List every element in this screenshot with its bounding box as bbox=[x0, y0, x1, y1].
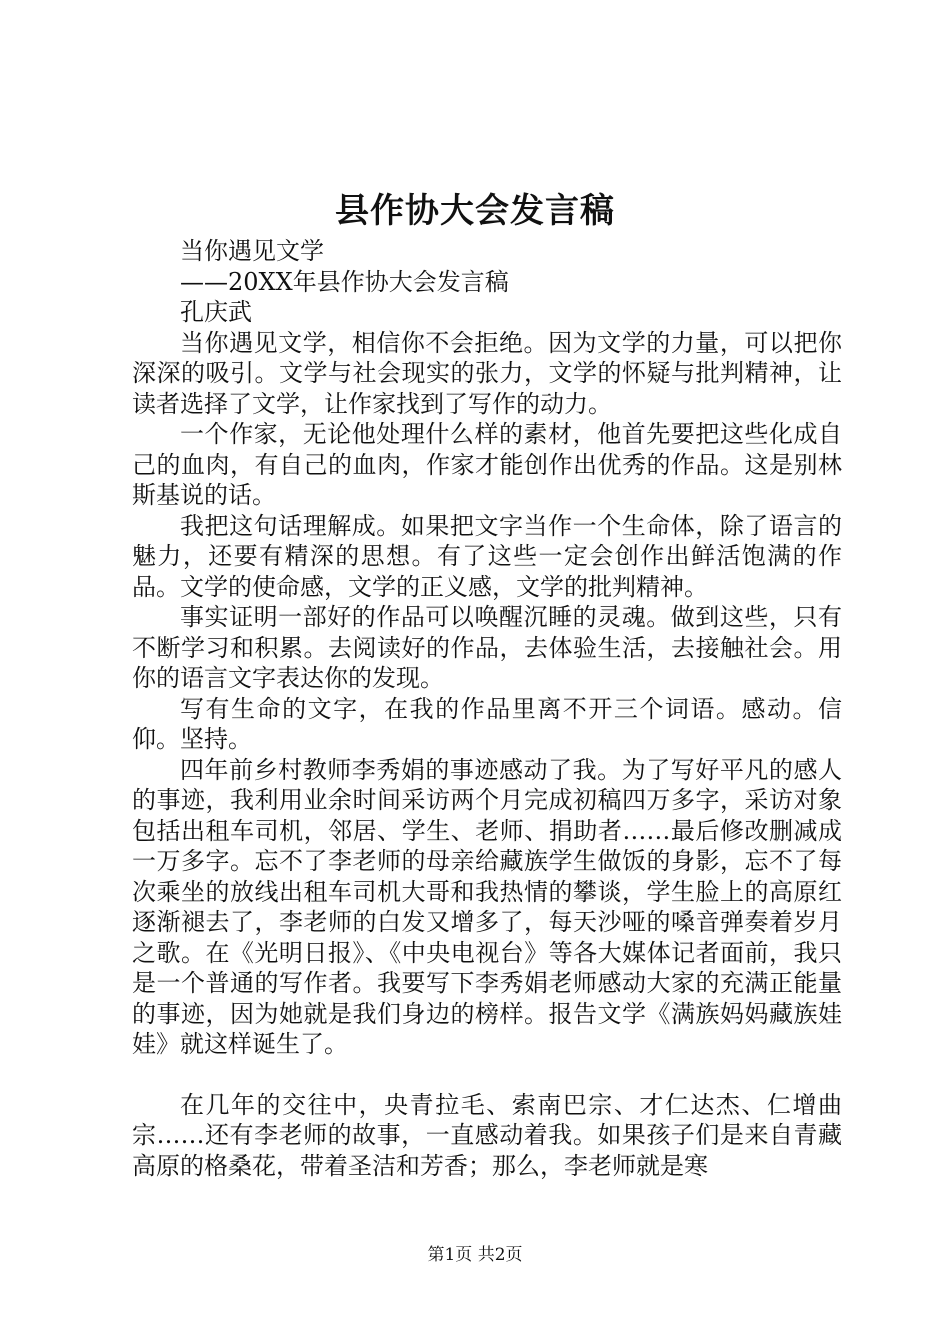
body-paragraph: 四年前乡村教师李秀娟的事迹感动了我。为了写好平凡的感人的事迹，我利用业余时间采访两个月完成初稿四万多字，采访对象包括出租车司机，邻居、学生、老师、捐助者……最后修改删减成一万多字。忘不了李老师的母亲给藏族学生做饭的身影，忘不了每次乘坐的放线出租车司机大哥和我热情的攀谈，学生脸上的高原红逐渐褪去了，李老师的白发又增多了，每天沙哑的嗓音弹奏着岁月之歌。在《光明日报》、《中央电视台》等各大媒体记者面前，我只是一个普通的写作者。我要写下李秀娟老师感动大家的充满正能量的事迹，因为她就是我们身边的榜样。报告文学《满族妈妈藏族娃娃》就这样诞生了。 bbox=[132, 755, 842, 1058]
paragraph-gap bbox=[132, 1060, 842, 1090]
document-title: 县作协大会发言稿 bbox=[335, 191, 615, 231]
body-paragraph: 写有生命的文字，在我的作品里离不开三个词语。感动。信仰。坚持。 bbox=[132, 694, 842, 753]
document-subtitle: 当你遇见文学 bbox=[180, 237, 324, 265]
body-paragraph: 在几年的交往中，央青拉毛、索南巴宗、才仁达杰、仁增曲宗……还有李老师的故事，一直感动着我。如果孩子们是来自青藏高原的格桑花，带着圣洁和芳香；那么，李老师就是寒 bbox=[132, 1090, 842, 1180]
body-paragraph: 我把这句话理解成。如果把文字当作一个生命体，除了语言的魅力，还要有精深的思想。有了这些一定会创作出鲜活饱满的作品。文学的使命感，文学的正义感，文学的批判精神。 bbox=[132, 511, 842, 601]
body-paragraph: 事实证明一部好的作品可以唤醒沉睡的灵魂。做到这些，只有不断学习和积累。去阅读好的作品，去体验生活，去接触社会。用你的语言文字表达你的发现。 bbox=[132, 603, 842, 692]
body-paragraph: 当你遇见文学，相信你不会拒绝。因为文学的力量，可以把你深深的吸引。文学与社会现实的张力，文学的怀疑与批判精神，让读者选择了文学，让作家找到了写作的动力。 bbox=[132, 328, 842, 418]
document-author: 孔庆武 bbox=[180, 298, 252, 326]
page-footer: 第1页 共2页 bbox=[427, 1245, 523, 1265]
document-body bbox=[132, 236, 842, 1181]
document-subheading: ——20XX年县作协大会发言稿 bbox=[180, 267, 509, 296]
body-paragraph: 一个作家，无论他处理什么样的素材，他首先要把这些化成自己的血肉，有自己的血肉，作家才能创作出优秀的作品。这是别林斯基说的话。 bbox=[132, 420, 842, 509]
